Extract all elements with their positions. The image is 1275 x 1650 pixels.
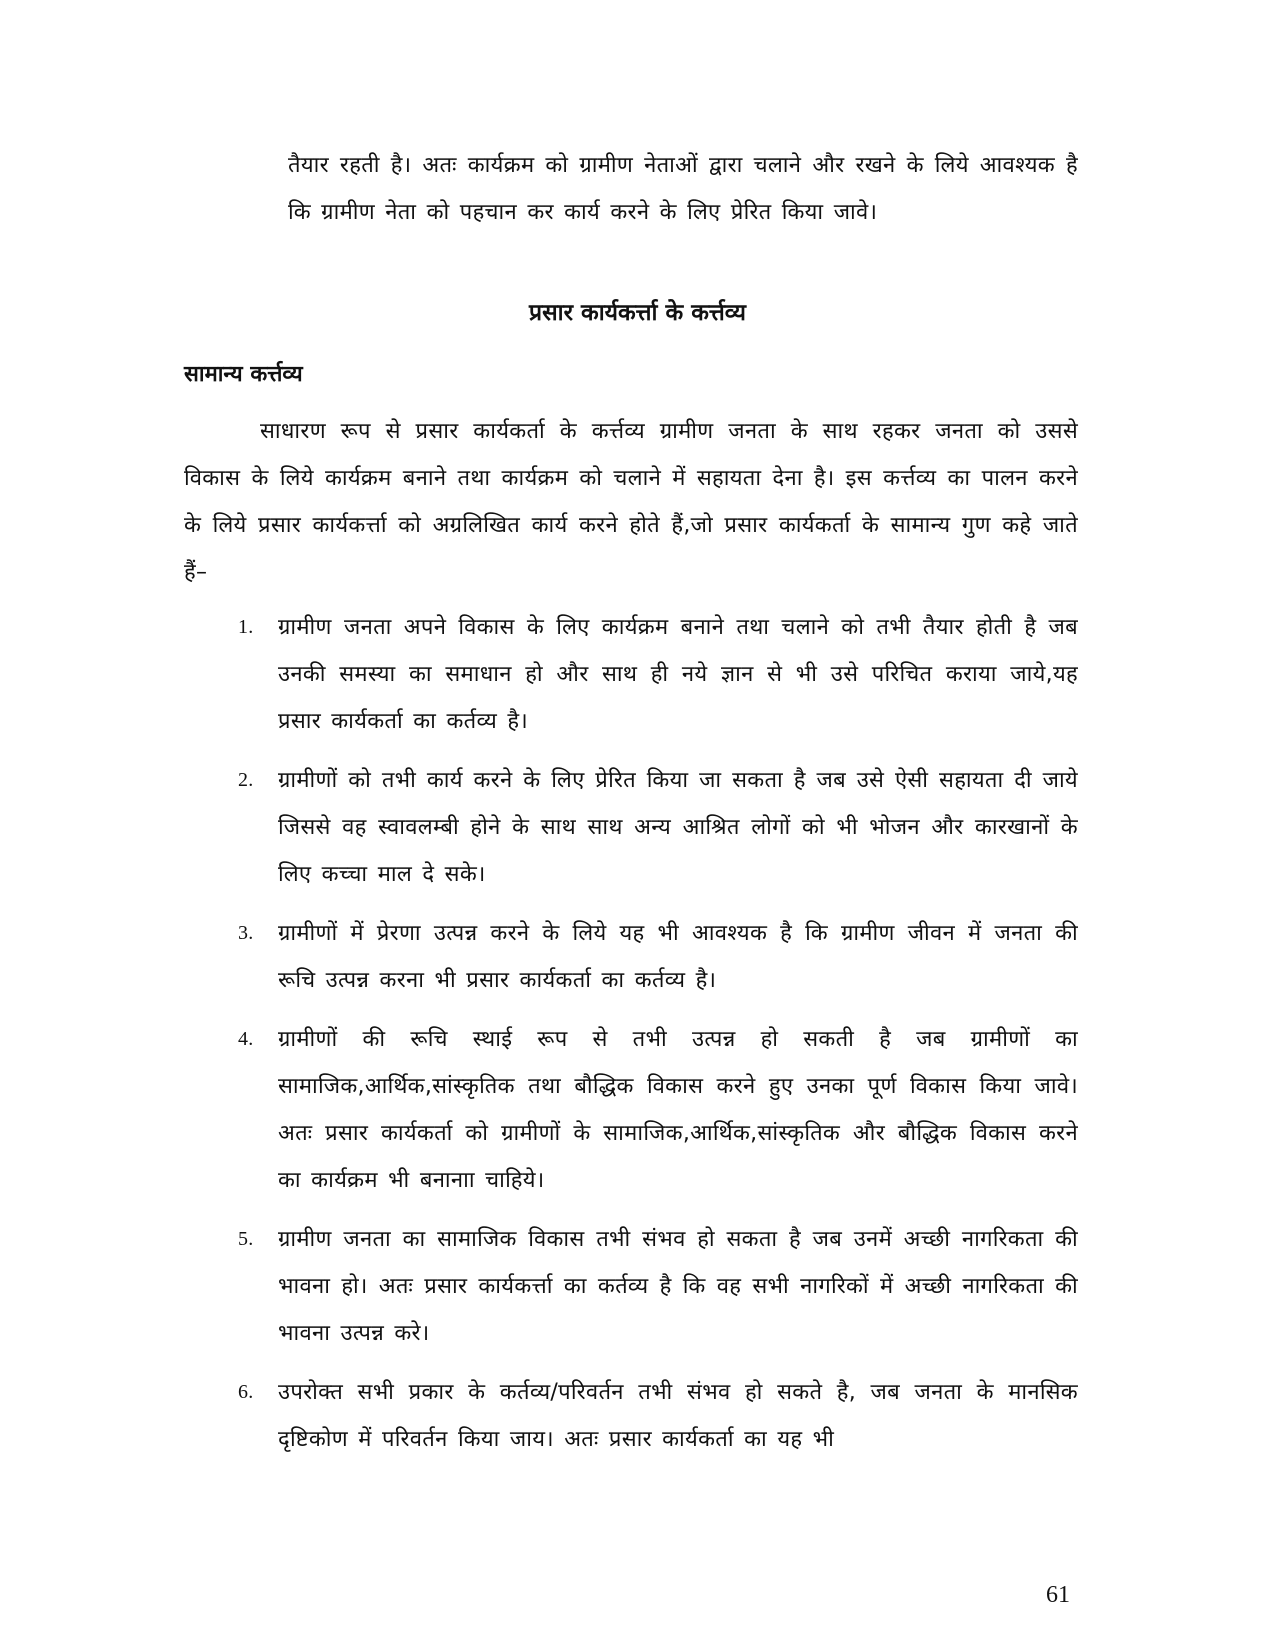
list-item-number: 4. (238, 1028, 254, 1050)
list-item (238, 910, 1078, 1004)
list-item-number: 2. (238, 769, 254, 791)
list-item-text: ग्रामीणों को तभी कार्य करने के लिए प्रेरित किया जा सकता है जब उसे ऐसी सहायता दी जाये जिससे वह स्वावलम्बी होने के साथ साथ अन्य आश्रित लोगों को भी भोजन और कारखानों के लिए कच्चा माल दे सके। (278, 768, 1078, 887)
list-item-text: उपरोक्त सभी प्रकार के कर्तव्य/परिवर्तन तभी संभव हो सकते है, जब जनता के मानसिक दृष्टिकोण में परिवर्तन किया जाय। अतः प्रसार कार्यकर्ता का यह भी (278, 1380, 1078, 1452)
lead-paragraph: साधारण रूप से प्रसार कार्यकर्ता के कर्त्तव्य ग्रामीण जनता के साथ रहकर जनता को उससे विकास के लिये कार्यक्रम बनाने तथा कार्यक्रम को चलाने में सहायता देना है। इस कर्त्तव्य का पालन करने के लिये प्रसार कार्यकर्त्ता को अग्रलिखित कार्य करने होते हैं,जो प्रसार कार्यकर्ता के सामान्य गुण कहे जाते हैं– (184, 419, 1078, 585)
list-item-text: ग्रामीण जनता का सामाजिक विकास तभी संभव हो सकता है जब उनमें अच्छी नागरिकता की भावना हो। अतः प्रसार कार्यकर्त्ता का कर्तव्य है कि वह सभी नागरिकों में अच्छी नागरिकता की भावना उत्पन्न करे। (278, 1227, 1078, 1346)
list-item (238, 1016, 1078, 1204)
list-item-number: 5. (238, 1228, 254, 1250)
section-title-text: प्रसार कार्यकर्त्ता के कर्त्तव्य (529, 300, 746, 326)
list-item (238, 604, 1078, 745)
list-item (238, 1369, 1078, 1463)
intro-paragraph: तैयार रहती है। अतः कार्यक्रम को ग्रामीण नेताओं द्वारा चलाने और रखने के लिये आवश्यक है कि ग्रामीण नेता को पहचान कर कार्य करने के लिए प्रेरित किया जावे। (288, 153, 1078, 225)
list-item-text: ग्रामीण जनता अपने विकास के लिए कार्यक्रम बनाने तथा चलाने को तभी तैयार होती है जब उनकी समस्या का समाधान हो और साथ ही नये ज्ञान से भी उसे परिचित कराया जाये,यह प्रसार कार्यकर्ता का कर्तव्य है। (278, 615, 1078, 734)
list-item (238, 1216, 1078, 1357)
list-item-number: 1. (238, 616, 254, 638)
section-title (0, 296, 1275, 330)
list-item-text: ग्रामीणों में प्रेरणा उत्पन्न करने के लिये यह भी आवश्यक है कि ग्रामीण जीवन में जनता की रूचि उत्पन्न करना भी प्रसार कार्यकर्ता का कर्तव्य है। (278, 921, 1078, 993)
list-item-number: 6. (238, 1381, 254, 1403)
list-item (238, 757, 1078, 898)
sub-heading: सामान्य कर्त्तव्य (184, 362, 303, 387)
page-number: 61 (1046, 1582, 1070, 1608)
duties-list (238, 604, 1078, 1475)
list-item-text: ग्रामीणों की रूचि स्थाई रूप से तभी उत्पन्न हो सकती है जब ग्रामीणों का सामाजिक,आर्थिक,सांस्कृतिक तथा बौद्धिक विकास करने हुए उनका पूर्ण विकास किया जावे। अतः प्रसार कार्यकर्ता को ग्रामीणों के सामाजिक,आर्थिक,सांस्कृतिक और बौद्धिक विकास करने का कार्यक्रम भी बनानाा चाहिये। (278, 1027, 1078, 1193)
list-item-number: 3. (238, 922, 254, 944)
